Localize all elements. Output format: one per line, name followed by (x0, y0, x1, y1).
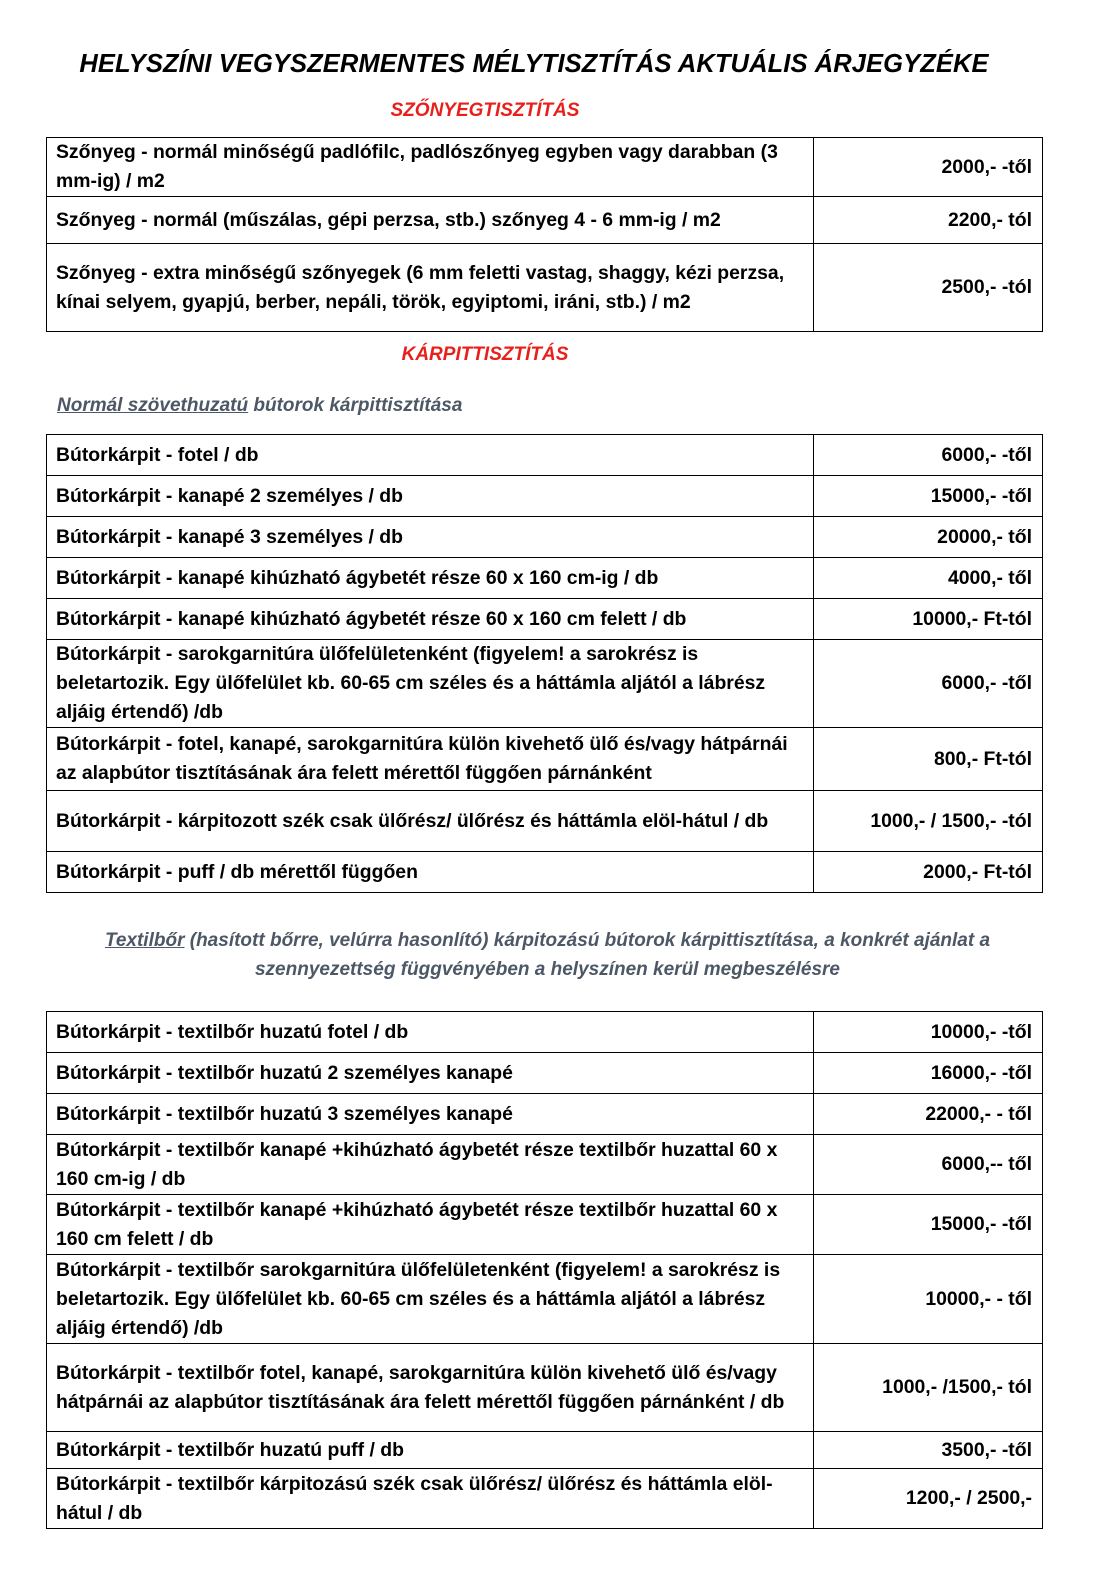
textile-leather-subheading-rest: (hasított bőrre, velúrra hasonlító) kárpitozású bútorok kárpittisztítása, a konkrét ajánlat a szennyezettség függvényében a helyszínen kerül megbeszélésre (184, 930, 991, 980)
service-description: Bútorkárpit - textilbőr kanapé +kihúzható ágybetét része textilbőr huzattal 60 x 160 cm felett / db (47, 1195, 814, 1255)
service-price: 1000,- /1500,- tól (814, 1344, 1043, 1432)
service-description: Bútorkárpit - fotel, kanapé, sarokgarnitúra külön kivehető ülő és/vagy hátpárnái az alapbútor tisztításának ára felett mérettől függően párnánként (47, 728, 814, 791)
service-price: 16000,- -től (814, 1053, 1043, 1094)
table-row (47, 197, 1043, 244)
service-price: 6000,-- től (814, 1135, 1043, 1195)
service-description: Bútorkárpit - textilbőr huzatú puff / db (47, 1432, 814, 1469)
textile-leather-price-table (46, 1011, 1043, 1529)
table-row (47, 1344, 1043, 1432)
normal-upholstery-price-table (46, 434, 1043, 893)
table-row (47, 1255, 1043, 1344)
table-row (47, 1012, 1043, 1053)
table-row (47, 1469, 1043, 1529)
table-row (47, 640, 1043, 728)
table-row (47, 1432, 1043, 1469)
service-description: Bútorkárpit - textilbőr huzatú 2 személyes kanapé (47, 1053, 814, 1094)
carpet-section-heading: SZŐNYEGTISZTÍTÁS (390, 100, 580, 121)
table-row (47, 1094, 1043, 1135)
service-price: 1000,- / 1500,- -tól (814, 791, 1043, 852)
normal-fabric-subheading-rest: bútorok kárpittisztítása (248, 395, 463, 416)
table-row (47, 558, 1043, 599)
service-description: Szőnyeg - normál minőségű padlófilc, padlószőnyeg egyben vagy darabban (3 mm-ig) / m2 (47, 138, 814, 197)
table-row (47, 599, 1043, 640)
service-price: 1200,- / 2500,- (814, 1469, 1043, 1529)
service-description: Bútorkárpit - textilbőr kárpitozású szék csak ülőrész/ ülőrész és háttámla elöl-hátul / db (47, 1469, 814, 1529)
table-row (47, 728, 1043, 791)
upholstery-section-heading: KÁRPITTISZTÍTÁS (401, 344, 569, 365)
service-description: Bútorkárpit - fotel / db (47, 435, 814, 476)
service-price: 2200,- tól (814, 197, 1043, 244)
service-price: 4000,- től (814, 558, 1043, 599)
table-row (47, 435, 1043, 476)
service-description: Bútorkárpit - textilbőr huzatú 3 személyes kanapé (47, 1094, 814, 1135)
table-row (47, 476, 1043, 517)
service-price: 20000,- től (814, 517, 1043, 558)
service-price: 2000,- Ft-tól (814, 852, 1043, 893)
service-description: Szőnyeg - extra minőségű szőnyegek (6 mm feletti vastag, shaggy, kézi perzsa, kínai selyem, gyapjú, berber, nepáli, török, egyiptomi, iráni, stb.) / m2 (47, 244, 814, 332)
table-row (47, 1195, 1043, 1255)
carpet-price-table (46, 137, 1043, 332)
service-price: 10000,- Ft-tól (814, 599, 1043, 640)
service-price: 2000,- -től (814, 138, 1043, 197)
service-description: Bútorkárpit - textilbőr fotel, kanapé, sarokgarnitúra külön kivehető ülő és/vagy hátpárnái az alapbútor tisztításának ára felett mérettől függően párnánként / db (47, 1344, 814, 1432)
service-description: Szőnyeg - normál (műszálas, gépi perzsa, stb.) szőnyeg 4 - 6 mm-ig / m2 (47, 197, 814, 244)
table-row (47, 517, 1043, 558)
table-row (47, 1053, 1043, 1094)
service-price: 10000,- - től (814, 1255, 1043, 1344)
table-row (47, 791, 1043, 852)
textile-leather-subheading-underlined: Textilbőr (104, 930, 185, 951)
service-price: 2500,- -tól (814, 244, 1043, 332)
service-price: 22000,- - től (814, 1094, 1043, 1135)
service-description: Bútorkárpit - textilbőr huzatú fotel / db (47, 1012, 814, 1053)
service-price: 15000,- -től (814, 476, 1043, 517)
textile-leather-subheading (40, 926, 1055, 984)
service-description: Bútorkárpit - textilbőr sarokgarnitúra ülőfelületenként (figyelem! a sarokrész is beletartozik. Egy ülőfelület kb. 60-65 cm széles és a háttámla aljától a lábrész aljáig értendő) /db (47, 1255, 814, 1344)
service-description: Bútorkárpit - kanapé kihúzható ágybetét része 60 x 160 cm-ig / db (47, 558, 814, 599)
service-description: Bútorkárpit - kanapé 3 személyes / db (47, 517, 814, 558)
service-description: Bútorkárpit - kanapé 2 személyes / db (47, 476, 814, 517)
service-price: 3500,- -től (814, 1432, 1043, 1469)
service-description: Bútorkárpit - kárpitozott szék csak ülőrész/ ülőrész és háttámla elöl-hátul / db (47, 791, 814, 852)
table-row (47, 852, 1043, 893)
service-description: Bútorkárpit - puff / db mérettől függően (47, 852, 814, 893)
service-description: Bútorkárpit - sarokgarnitúra ülőfelületenként (figyelem! a sarokrész is beletartozik. Egy ülőfelület kb. 60-65 cm széles és a háttámla aljától a lábrész aljáig értendő) /db (47, 640, 814, 728)
service-price: 6000,- -től (814, 435, 1043, 476)
service-price: 6000,- -től (814, 640, 1043, 728)
table-row (47, 1135, 1043, 1195)
service-price: 15000,- -től (814, 1195, 1043, 1255)
table-row (47, 244, 1043, 332)
table-row (47, 138, 1043, 197)
normal-fabric-subheading-underlined: Normál szövethuzatú (57, 395, 249, 416)
service-price: 10000,- -től (814, 1012, 1043, 1053)
service-price: 800,- Ft-tól (814, 728, 1043, 791)
page-title: HELYSZÍNI VEGYSZERMENTES MÉLYTISZTÍTÁS AKTUÁLIS ÁRJEGYZÉKE (79, 50, 989, 78)
service-description: Bútorkárpit - textilbőr kanapé +kihúzható ágybetét része textilbőr huzattal 60 x 160 cm-ig / db (47, 1135, 814, 1195)
normal-fabric-subheading (57, 395, 462, 417)
service-description: Bútorkárpit - kanapé kihúzható ágybetét része 60 x 160 cm felett / db (47, 599, 814, 640)
